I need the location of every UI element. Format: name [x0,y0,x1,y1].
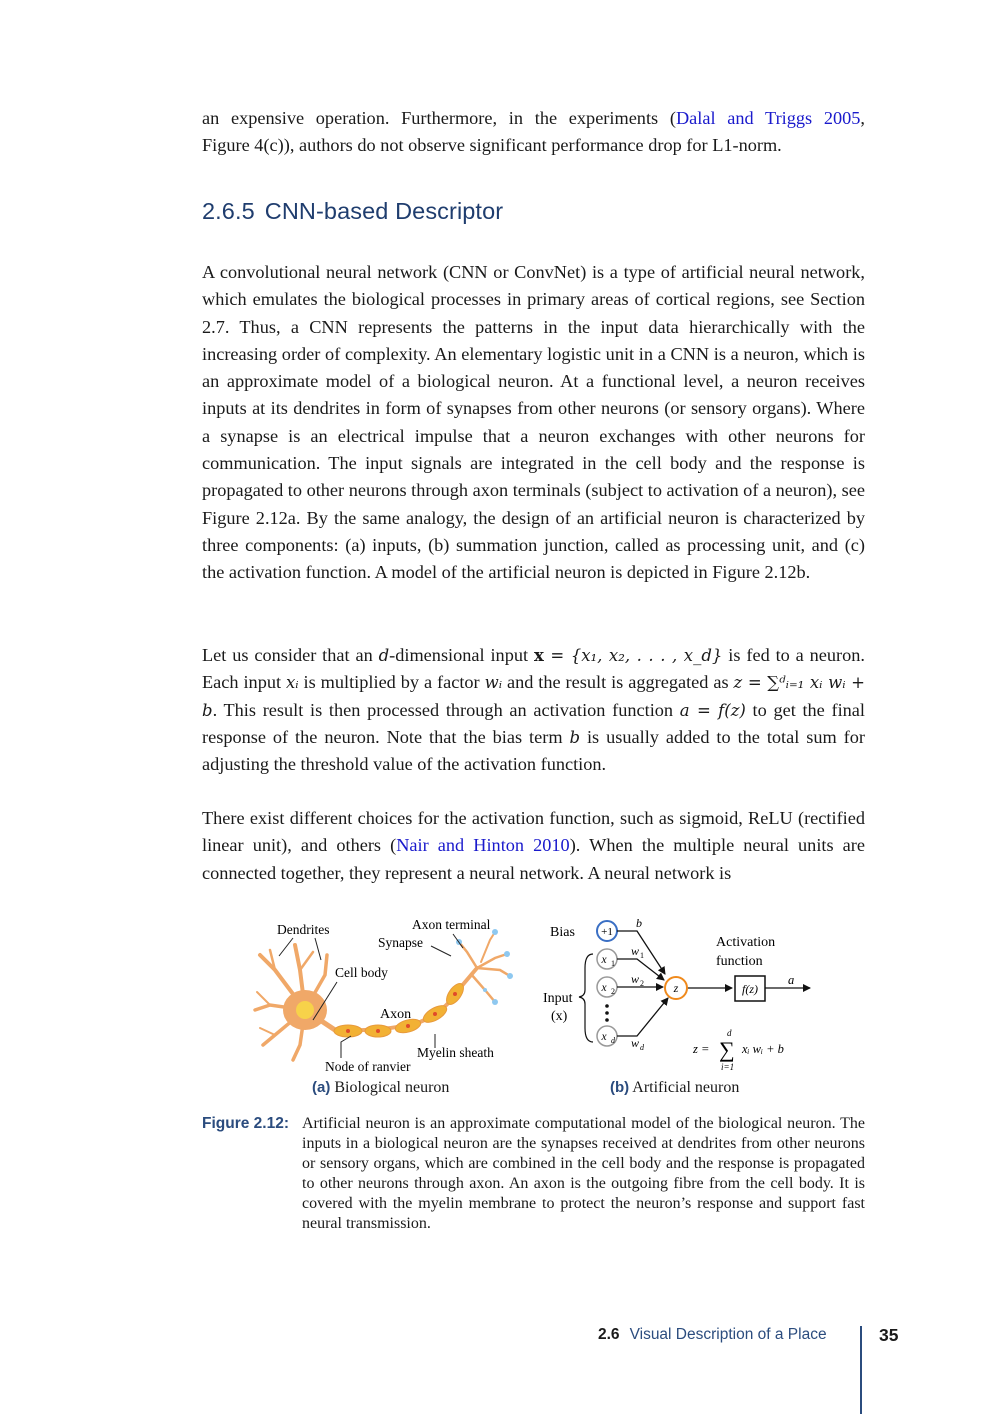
citation-nair-hinton[interactable]: Nair and Hinton 2010 [396,835,570,856]
label-input: Input [543,991,573,1006]
activation-box-label: f(z) [742,982,758,996]
p2-text-6: . This result is then processed through an activation function [212,699,680,720]
footer-section-title[interactable]: Visual Description of a Place [629,1326,827,1343]
label-activation: Activation [716,935,776,950]
math-xi: xᵢ [285,673,299,693]
page-number: 35 [879,1325,899,1345]
label-dendrites: Dendrites [277,922,330,937]
sum-symbol: ∑ [719,1037,735,1062]
citation-dalal-triggs[interactable]: Dalal and Triggs 2005 [675,108,861,128]
weight-w1-sub: 1 [640,951,644,960]
artificial-neuron-diagram [543,916,810,1072]
nucleus [296,1001,314,1019]
edge-wd [617,998,668,1036]
weight-wd-sub: d [640,1043,644,1052]
vertical-ellipsis [605,1004,609,1022]
p3-text-2: ). When the multiple neural units are connected together, they represent a neural network. A neural network is [202,835,866,883]
input-brace [579,954,593,1042]
weight-w2-sub: 2 [640,979,644,988]
label-axon-terminal: Axon terminal [412,917,491,932]
math-z-sum: z = ∑ᵈᵢ₌₁ xᵢ wᵢ + b [202,673,865,720]
subcaption-b-label: (b) [610,1079,630,1096]
p2-text-8: is usually added to the total sum for adjusting the threshold value of the activation function. [202,726,865,775]
sum-formula-rhs: xᵢ wᵢ + b [742,1042,784,1056]
myelin-dot [453,992,457,996]
caption-label: Figure 2.12: [202,1115,289,1132]
x2-subscript: 2 [611,987,615,996]
math-x-vector: x [533,646,544,665]
weight-w2: w [631,972,640,986]
axon-terminal-branch [477,968,510,976]
myelin-dot [433,1012,437,1016]
section-number: 2.6.5 [202,198,255,224]
math-d: d [378,646,390,665]
dendrite-branch [260,1028,275,1035]
p2-text-1: Let us consider that an [202,645,379,665]
leader-line [279,938,293,956]
label-synapse: Synapse [378,935,423,950]
leader-line [315,938,321,960]
section-title: CNN-based Descriptor [264,198,504,224]
math-activation: a = f(z) [679,700,746,720]
label-bias: Bias [550,925,575,940]
paragraph-activation [202,805,865,887]
footer-divider [860,1326,862,1414]
math-b: b [569,727,581,747]
p2-text-5: and the result is aggregated as [502,672,734,693]
biological-neuron-illustration [255,917,513,1074]
top-paragraph [202,105,865,160]
summation-node-label: z [673,981,679,995]
subcaption-b-text: Artificial neuron [632,1079,740,1096]
p2-text-4: is multiplied by a factor [298,672,485,693]
synapse-terminal [483,988,487,992]
top-text-2: , Figure 4(c)), authors do not observe significant performance drop for L1-norm. [202,108,865,156]
label-cell-body: Cell body [335,965,388,980]
label-input-x: (x) [551,1009,568,1024]
bias-node-label: +1 [601,926,613,938]
xd-label: x [601,1031,607,1043]
p2-text-7: to get the final response of the neuron. Note that the bias term [202,699,865,747]
label-axon: Axon [380,1007,412,1022]
p3-text-1: There exist different choices for the activation function, such as sigmoid, ReLU (rectified linear unit), and others ( [202,808,865,856]
subcaption-a-text: Biological neuron [334,1079,450,1096]
math-wi: wᵢ [484,673,503,693]
subcaption-b [610,1079,739,1097]
x1-subscript: 1 [611,959,615,968]
label-function: function [716,954,763,969]
myelin-dot [376,1029,380,1033]
figure-svg [245,910,825,1080]
weight-w1: w [631,944,640,958]
weight-b: b [636,916,642,930]
myelin-dot [406,1024,410,1028]
myelin-dot [346,1029,350,1033]
weight-wd: w [631,1036,640,1050]
paragraph-neuron-math [202,642,865,778]
figure-caption [202,1114,865,1234]
synapse-terminal [504,951,510,957]
leader-line [341,1036,351,1058]
synapse-terminal [492,999,498,1005]
label-myelin-sheath: Myelin sheath [417,1045,494,1060]
sum-lower-limit: i=1 [721,1062,735,1072]
synapse-terminal [507,973,513,979]
sum-upper-limit: d [727,1028,732,1038]
leader-line [431,946,451,956]
x1-label: x [601,954,607,966]
axon-terminal-branch [471,974,495,1002]
section-heading [202,198,503,225]
dendrite-branch [257,992,270,1005]
xd-subscript: d [611,1036,615,1045]
x2-label: x [601,982,607,994]
output-label-a: a [788,973,795,987]
math-input-set: = {x₁, x₂, . . . , x_d} [543,646,723,665]
dendrite-branch [300,952,313,970]
paragraph-cnn-intro: A convolutional neural network (CNN or ConvNet) is a type of artificial neural network, which emulates the biological processes in primary areas of cortical regions, see Section 2.7. Thus, a CNN represents the patterns in the input data hierarchically with the increasing order of complexity. An elementary logistic unit in a CNN is a neuron, which is an approximate model of a biological neuron. At a functional level, a neuron receives inputs at its dendrites in form of synapses from other neurons (or sensory organs). Where a synapse is an electrical impulse that a neuron exchanges with other neurons for communication. The input signals are integrated in the cell body and the response is propagated to other neurons through axon terminals (subject to activation of a neuron), see Figure 2.12a. By the same analogy, the design of an artificial neuron is characterized by three components: (a) inputs, (b) summation junction, called as processing unit, and (c) the activation function. A model of the artificial neuron is depicted in Figure 2.12b. [202,262,865,583]
axon-terminal-branch [481,932,495,962]
top-text-1: an expensive operation. Furthermore, in the experiments ( [202,108,676,128]
label-node-of-ranvier: Node of ranvier [325,1059,411,1074]
sum-formula-lhs: z = [693,1042,710,1056]
running-footer [598,1326,827,1350]
caption-text: Artificial neuron is an approximate computational model of the biological neuron. The inputs in a biological neuron are the synapses received at dendrites from other neurons or sensory organs, which are combined in the cell body and the response is propagated to other neurons through axon. An axon is the outgoing fibre from the cell body. It is covered with the myelin membrane to protect the neuron’s response and support fast neural transmission. [302,1115,865,1232]
subcaption-a-label: (a) [312,1079,331,1096]
synapse-terminal [492,929,498,935]
subcaption-a [312,1079,449,1097]
p2-text-3: is fed to a neuron. Each input [202,645,865,693]
p2-text-2: -dimensional input [389,645,534,665]
figure-2-12 [245,910,825,1080]
footer-section-number: 2.6 [598,1326,620,1343]
